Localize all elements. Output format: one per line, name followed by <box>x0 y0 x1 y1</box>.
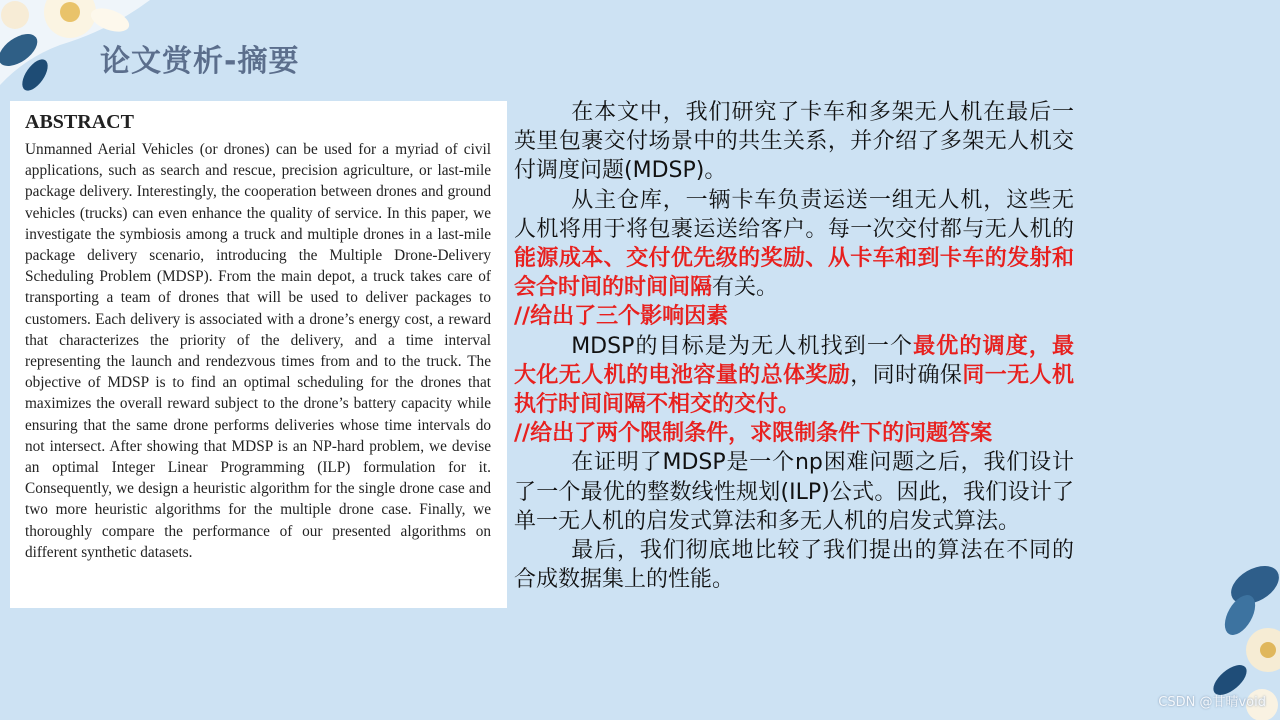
note-three-factors: //给出了三个影响因素 <box>514 304 729 330</box>
note-two-constraints: //给出了两个限制条件，求限制条件下的问题答案 <box>514 421 993 447</box>
slide-title: 论文赏析-摘要 <box>100 44 300 79</box>
chinese-translation <box>514 98 1074 594</box>
translation-paragraph-2 <box>514 186 1074 303</box>
abstract-heading: ABSTRACT <box>25 111 134 133</box>
translation-p3-text-a: MDSP的目标是为无人机找到一个 <box>571 333 914 359</box>
abstract-panel <box>10 101 507 608</box>
translation-paragraph-1: 在本文中，我们研究了卡车和多架无人机在最后一英里包裹交付场景中的共生关系，并介绍了多架无人机交付调度问题(MDSP)。 <box>514 100 1074 184</box>
translation-p2-highlight: 能源成本、交付优先级的奖励、从卡车和到卡车的发射和会合时间的时间间隔 <box>514 246 1074 301</box>
translation-paragraph-5: 最后，我们彻底地比较了我们提出的算法在不同的合成数据集上的性能。 <box>514 538 1074 593</box>
translation-paragraph-4: 在证明了MDSP是一个np困难问题之后，我们设计了一个最优的整数线性规划(ILP)公式。因此，我们设计了单一无人机的启发式算法和多无人机的启发式算法。 <box>514 450 1074 534</box>
translation-p2-text-b: 有关。 <box>712 275 779 301</box>
translation-p2-text-a: 从主仓库，一辆卡车负责运送一组无人机，这些无人机将用于将包裹运送给客户。每一次交付都与无人机的 <box>514 187 1074 242</box>
translation-p3-highlight-2: 同一无人机执行时间间隔不相交的交付。 <box>514 362 1074 418</box>
translation-paragraph-3 <box>514 332 1074 420</box>
csdn-watermark: CSDN @甘晴void <box>1158 695 1266 710</box>
abstract-body: Unmanned Aerial Vehicles (or drones) can be used for a myriad of civil applications, such as search and rescue, precision agriculture, or last-mile package delivery. Interestingly, the cooperation between drones and ground vehicles (trucks) can even enhance the quality of service. In this paper, we investigate the symbiosis among a truck and multiple drones in a last-mile package delivery scenario, introducing the Multiple Drone-Delivery Scheduling Problem (MDSP). From the main depot, a truck takes care of transporting a team of drones that will be used to deliver packages to customers. Each delivery is associated with a drone’s energy cost, a reward that characterizes the priority of the delivery, and a time interval representing the launch and rendezvous times from and to the truck. The objective of MDSP is to find an optimal scheduling for the drones that maximizes the overall reward subject to the drone’s battery capacity while ensuring that the same drone performs deliveries whose time intervals do not intersect. After showing that MDSP is an NP-hard problem, we devise an optimal Integer Linear Programming (ILP) formulation for it. Consequently, we design a heuristic algorithm for the single drone case and two more heuristic algorithms for the multiple drone case. Finally, we thoroughly compare the performance of our presented algorithms on different synthetic datasets. <box>25 141 491 561</box>
translation-p3-text-b: ，同时确保 <box>850 362 963 388</box>
translation-p3-highlight-1: 最优的调度，最大化无人机的电池容量的总体奖励 <box>514 333 1074 388</box>
